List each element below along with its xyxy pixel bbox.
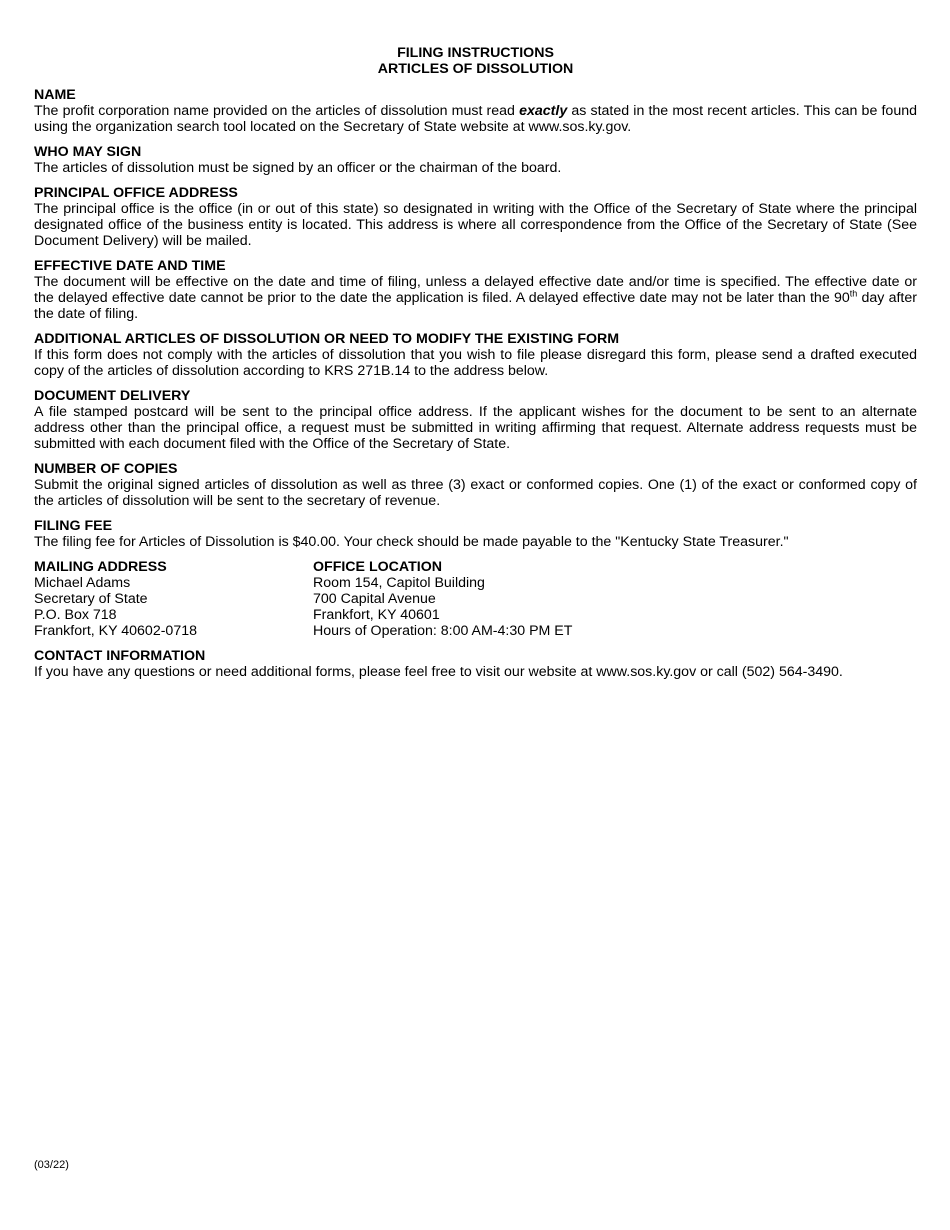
section-heading: NAME <box>34 87 76 103</box>
section-text: If this form does not comply with the articles of dissolution that you wish to file please disregard this form, please send a drafted executed copy of the articles of dissolution according to KRS 271B.14 to the address below. <box>34 347 917 379</box>
section-heading: OFFICE LOCATION <box>313 559 442 575</box>
section-text: A file stamped postcard will be sent to the principal office address. If the applicant wishes for the document to be sent to an alternate address other than the principal office, a request must be submitted in writing affirming that request. Alternate address requests must be submitted with each document filed with the Office of the Secretary of State. <box>34 404 917 452</box>
section-text: The principal office is the office (in or out of this state) so designated in writing with the Office of the Secretary of State where the principal designated office of the business entity is located. This address is where all correspondence from the Office of the Secretary of State (See Document Delivery) will be mailed. <box>34 201 917 249</box>
section-principal-office <box>34 185 917 249</box>
section-heading: WHO MAY SIGN <box>34 144 142 160</box>
document-page <box>34 0 917 1230</box>
section-heading: CONTACT INFORMATION <box>34 648 206 664</box>
address-line: Michael Adams <box>34 575 131 591</box>
section-heading: NUMBER OF COPIES <box>34 461 178 477</box>
section-contact-information <box>34 648 917 680</box>
mailing-address <box>34 559 313 639</box>
section-name <box>34 87 917 135</box>
section-text: The articles of dissolution must be signed by an officer or the chairman of the board. <box>34 160 562 176</box>
address-columns <box>34 559 917 639</box>
section-filing-fee <box>34 518 917 550</box>
address-line: P.O. Box 718 <box>34 607 117 623</box>
section-text: The document will be effective on the date and time of filing, unless a delayed effective date and/or time is specified. The effective date or the delayed effective date cannot be prior to the date the application is filed. A delayed effective date may not be later than the 90th day after the date of filing. <box>34 274 917 322</box>
section-heading: MAILING ADDRESS <box>34 559 167 575</box>
instructions-body <box>34 87 917 689</box>
section-text: Submit the original signed articles of dissolution as well as three (3) exact or conformed copies. One (1) of the exact or conformed copy of the articles of dissolution will be sent to the secretary of revenue. <box>34 477 917 509</box>
title-line-1: FILING INSTRUCTIONS <box>397 45 554 61</box>
address-line: Room 154, Capitol Building <box>313 575 485 591</box>
office-location <box>313 559 917 639</box>
section-additional-articles <box>34 331 917 379</box>
section-who-may-sign <box>34 144 917 176</box>
title-line-2: ARTICLES OF DISSOLUTION <box>377 61 574 77</box>
section-effective-date <box>34 258 917 322</box>
section-heading: DOCUMENT DELIVERY <box>34 388 191 404</box>
address-line: Frankfort, KY 40601 <box>313 607 440 623</box>
address-line: 700 Capital Avenue <box>313 591 436 607</box>
form-revision-code: (03/22) <box>34 1159 69 1171</box>
section-heading: ADDITIONAL ARTICLES OF DISSOLUTION OR NEED TO MODIFY THE EXISTING FORM <box>34 331 620 347</box>
section-number-of-copies <box>34 461 917 509</box>
section-text: If you have any questions or need additional forms, please feel free to visit our website at www.sos.ky.gov or call (502) 564-3490. <box>34 664 843 680</box>
document-title <box>34 45 917 77</box>
section-text: The profit corporation name provided on the articles of dissolution must read exactly as stated in the most recent articles. This can be found using the organization search tool located on the Secretary of State website at www.sos.ky.gov. <box>34 103 917 135</box>
emphasis-text: exactly <box>519 103 568 119</box>
section-heading: FILING FEE <box>34 518 113 534</box>
address-line: Frankfort, KY 40602-0718 <box>34 623 197 639</box>
section-text: The filing fee for Articles of Dissolution is $40.00. Your check should be made payable to the "Kentucky State Treasurer." <box>34 534 789 550</box>
section-document-delivery <box>34 388 917 452</box>
section-heading: PRINCIPAL OFFICE ADDRESS <box>34 185 238 201</box>
address-line: Secretary of State <box>34 591 148 607</box>
section-heading: EFFECTIVE DATE AND TIME <box>34 258 226 274</box>
ordinal-superscript: th <box>849 288 858 299</box>
office-hours: Hours of Operation: 8:00 AM-4:30 PM ET <box>313 623 573 639</box>
